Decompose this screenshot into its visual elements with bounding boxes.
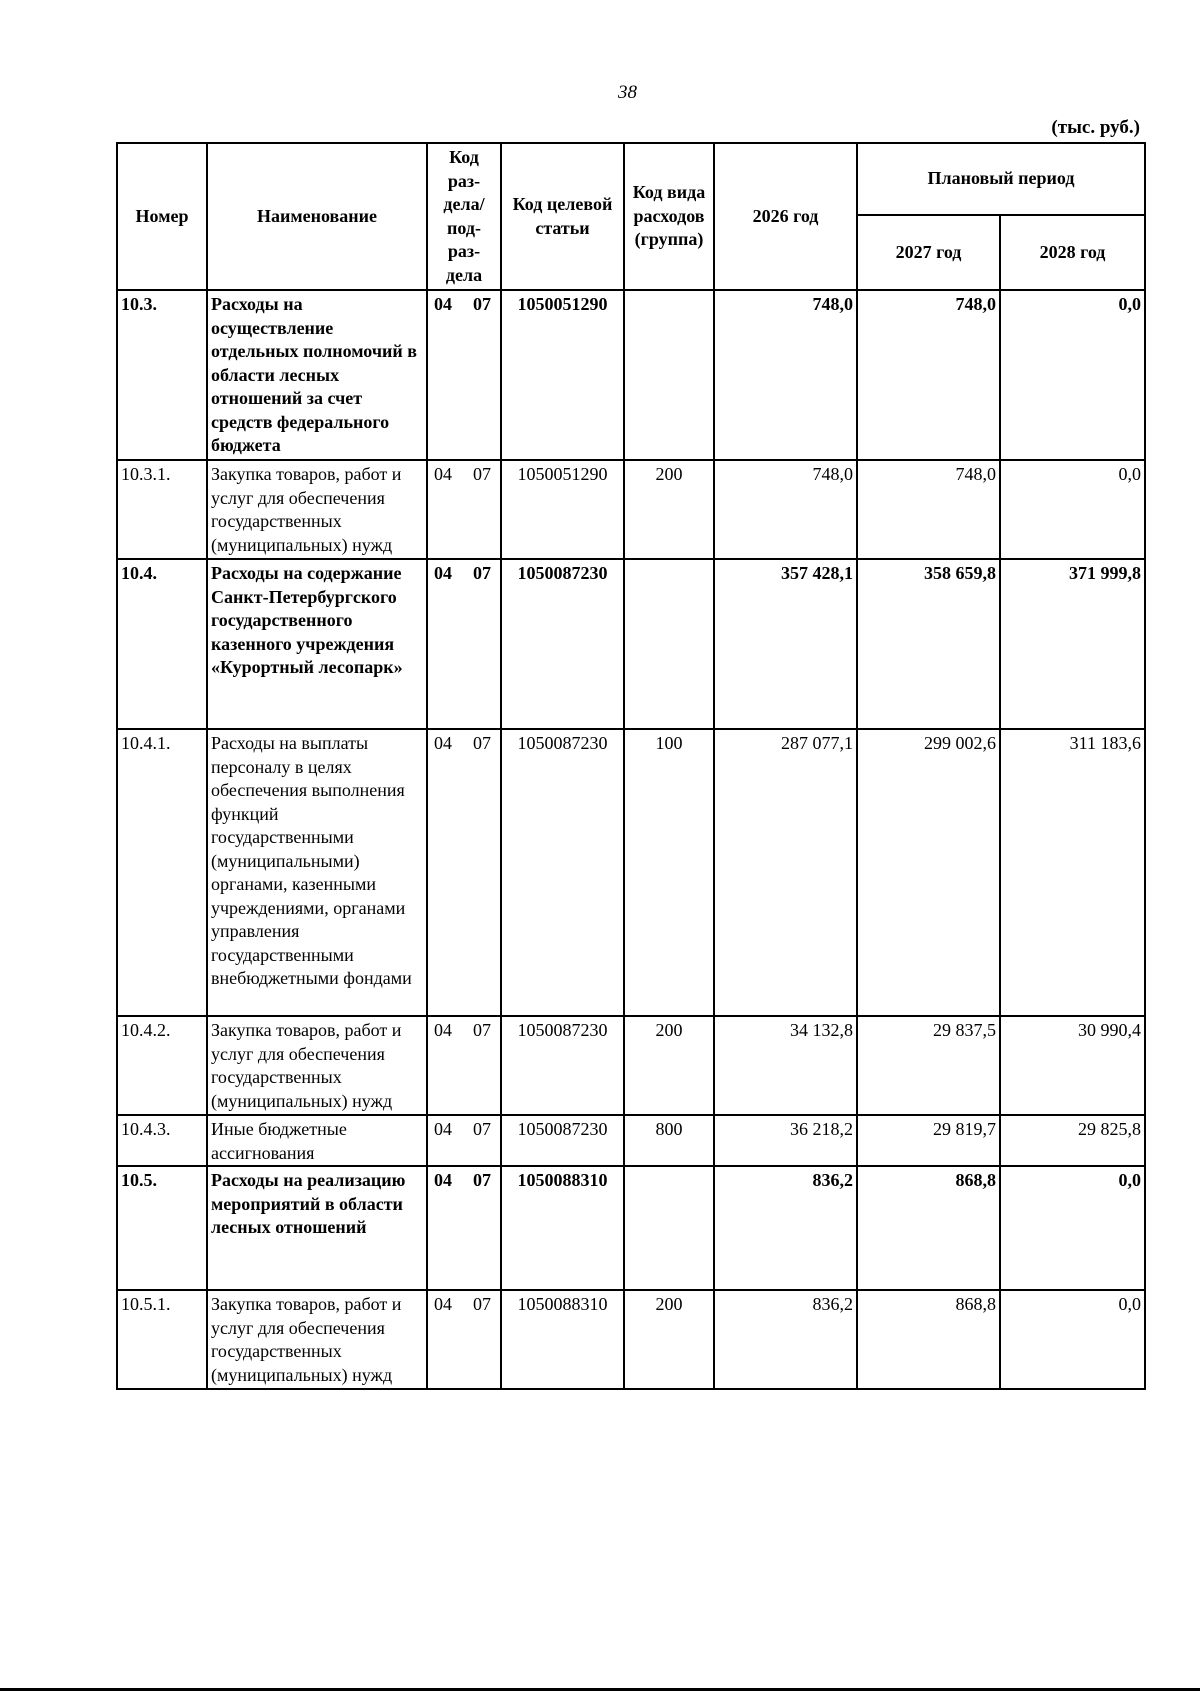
row-section: 04 <box>434 464 452 484</box>
row-target-code: 1050051290 <box>501 290 624 460</box>
row-section: 04 <box>434 733 452 753</box>
header-target-code: Код целевой статьи <box>501 143 624 290</box>
row-section-code <box>427 1115 501 1166</box>
row-expense-type: 200 <box>624 460 714 559</box>
row-expense-type <box>624 1166 714 1290</box>
table-row <box>117 460 1145 559</box>
row-number: 10.3. <box>117 290 207 460</box>
row-name: Расходы на реализацию мероприятий в области лесных отношений <box>207 1166 427 1290</box>
row-number: 10.4.3. <box>117 1115 207 1166</box>
row-subsection: 07 <box>473 294 491 314</box>
header-planned-period: Плановый период <box>857 143 1145 215</box>
row-year-2026: 836,2 <box>714 1166 857 1290</box>
header-year-2028: 2028 год <box>1000 215 1145 290</box>
row-subsection: 07 <box>473 1170 491 1190</box>
row-year-2028: 371 999,8 <box>1000 559 1145 729</box>
row-target-code: 1050088310 <box>501 1290 624 1389</box>
row-subsection: 07 <box>473 733 491 753</box>
row-section-code <box>427 1166 501 1290</box>
row-target-code: 1050087230 <box>501 729 624 1016</box>
header-section-code: Код раз-дела/ под-раз-дела <box>427 143 501 290</box>
row-year-2026: 748,0 <box>714 460 857 559</box>
row-section: 04 <box>434 563 452 583</box>
header-expense-type-code: Код вида расходов (группа) <box>624 143 714 290</box>
row-subsection: 07 <box>473 1294 491 1314</box>
row-year-2027: 868,8 <box>857 1290 1000 1389</box>
row-expense-type: 200 <box>624 1290 714 1389</box>
header-year-2027: 2027 год <box>857 215 1000 290</box>
table-row <box>117 1290 1145 1389</box>
row-year-2028: 0,0 <box>1000 1290 1145 1389</box>
units-label: (тыс. руб.) <box>1051 117 1140 138</box>
row-target-code: 1050087230 <box>501 1115 624 1166</box>
table-row <box>117 559 1145 729</box>
row-section-code <box>427 460 501 559</box>
table-row <box>117 1115 1145 1166</box>
row-name: Расходы на выплаты персоналу в целях обеспечения выполнения функций государственными (муниципальными) органами, казенными учреждениями, органами управления государственными внебюджетными фондами <box>207 729 427 1016</box>
row-expense-type <box>624 290 714 460</box>
row-year-2027: 29 819,7 <box>857 1115 1000 1166</box>
row-subsection: 07 <box>473 1020 491 1040</box>
row-subsection: 07 <box>473 1119 491 1139</box>
row-year-2027: 868,8 <box>857 1166 1000 1290</box>
row-number: 10.4. <box>117 559 207 729</box>
row-section: 04 <box>434 1170 452 1190</box>
row-target-code: 1050051290 <box>501 460 624 559</box>
row-subsection: 07 <box>473 563 491 583</box>
row-name: Закупка товаров, работ и услуг для обеспечения государственных (муниципальных) нужд <box>207 1016 427 1115</box>
row-number: 10.5.1. <box>117 1290 207 1389</box>
row-year-2028: 0,0 <box>1000 1166 1145 1290</box>
table-row <box>117 729 1145 1016</box>
row-section-code <box>427 1016 501 1115</box>
row-year-2028: 0,0 <box>1000 460 1145 559</box>
row-section-code <box>427 1290 501 1389</box>
page-number: 38 <box>618 82 637 103</box>
header-number: Номер <box>117 143 207 290</box>
row-year-2027: 29 837,5 <box>857 1016 1000 1115</box>
row-subsection: 07 <box>473 464 491 484</box>
row-year-2026: 357 428,1 <box>714 559 857 729</box>
row-year-2026: 287 077,1 <box>714 729 857 1016</box>
table-row <box>117 1016 1145 1115</box>
row-year-2026: 836,2 <box>714 1290 857 1389</box>
row-expense-type: 800 <box>624 1115 714 1166</box>
row-section: 04 <box>434 1294 452 1314</box>
row-year-2028: 0,0 <box>1000 290 1145 460</box>
row-number: 10.4.2. <box>117 1016 207 1115</box>
row-section: 04 <box>434 294 452 314</box>
row-target-code: 1050087230 <box>501 1016 624 1115</box>
table-body <box>117 290 1145 1389</box>
row-section-code <box>427 559 501 729</box>
row-year-2028: 29 825,8 <box>1000 1115 1145 1166</box>
table-header <box>117 143 1145 290</box>
row-section: 04 <box>434 1119 452 1139</box>
row-year-2026: 34 132,8 <box>714 1016 857 1115</box>
row-name: Иные бюджетные ассигнования <box>207 1115 427 1166</box>
table-row <box>117 290 1145 460</box>
row-section-code <box>427 290 501 460</box>
row-year-2026: 748,0 <box>714 290 857 460</box>
row-year-2027: 748,0 <box>857 460 1000 559</box>
table-row <box>117 1166 1145 1290</box>
row-year-2026: 36 218,2 <box>714 1115 857 1166</box>
row-number: 10.5. <box>117 1166 207 1290</box>
row-year-2027: 358 659,8 <box>857 559 1000 729</box>
row-section: 04 <box>434 1020 452 1040</box>
row-section-code <box>427 729 501 1016</box>
row-number: 10.4.1. <box>117 729 207 1016</box>
row-name: Расходы на содержание Санкт-Петербургского государственного казенного учреждения «Курортный лесопарк» <box>207 559 427 729</box>
row-expense-type: 100 <box>624 729 714 1016</box>
row-expense-type: 200 <box>624 1016 714 1115</box>
header-year-2026: 2026 год <box>714 143 857 290</box>
row-year-2027: 748,0 <box>857 290 1000 460</box>
row-name: Закупка товаров, работ и услуг для обеспечения государственных (муниципальных) нужд <box>207 1290 427 1389</box>
row-expense-type <box>624 559 714 729</box>
row-year-2028: 311 183,6 <box>1000 729 1145 1016</box>
row-year-2028: 30 990,4 <box>1000 1016 1145 1115</box>
row-number: 10.3.1. <box>117 460 207 559</box>
row-year-2027: 299 002,6 <box>857 729 1000 1016</box>
header-name: Наименование <box>207 143 427 290</box>
budget-table <box>116 142 1146 1390</box>
row-target-code: 1050088310 <box>501 1166 624 1290</box>
row-name: Расходы на осуществление отдельных полномочий в области лесных отношений за счет средств федерального бюджета <box>207 290 427 460</box>
row-name: Закупка товаров, работ и услуг для обеспечения государственных (муниципальных) нужд <box>207 460 427 559</box>
row-target-code: 1050087230 <box>501 559 624 729</box>
bottom-scan-edge <box>0 1688 1200 1691</box>
